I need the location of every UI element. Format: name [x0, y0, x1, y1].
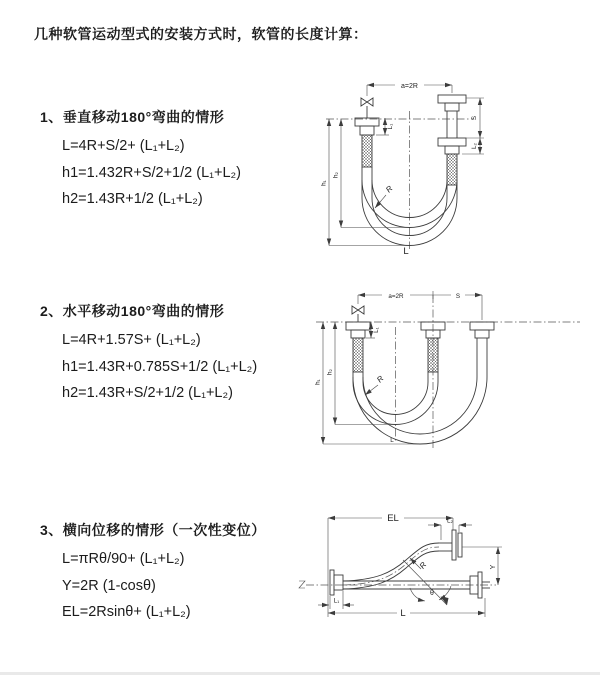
centerline-break-mark [299, 581, 305, 588]
angle-and-radius-construction [403, 558, 451, 605]
radius-leader [365, 374, 386, 395]
dim-label-l: L [400, 608, 406, 619]
dim-label-a2r: a=2R [388, 293, 404, 300]
dim-label-h2: h₂ [332, 172, 340, 178]
dimension-l1 [318, 591, 354, 609]
dim-label-r: R [384, 184, 395, 195]
valve-icon [352, 306, 364, 322]
dim-label-l: L [403, 246, 409, 257]
section-lateral-displacement [40, 520, 266, 626]
page-title: 几种软管运动型式的安装方式时，软管的长度计算： [34, 26, 368, 42]
dim-label-h1: h₁ [320, 180, 328, 186]
formula-line: L=4R+S/2+ (L₁+L₂) [62, 138, 185, 154]
dim-label-r: R [375, 374, 386, 385]
section-heading: 1、垂直移动180°弯曲的情形 [40, 109, 225, 125]
dimension-h1 [315, 322, 419, 444]
dimension-el [328, 511, 453, 617]
section-heading: 3、横向位移的情形（一次性变位） [40, 522, 266, 538]
dim-label-a2r: a=2R [401, 83, 418, 90]
dim-label-l1: L₁ [387, 123, 394, 130]
dim-label-h1: h₁ [314, 379, 322, 385]
section-horizontal-bend [40, 301, 257, 407]
dimension-l [328, 598, 485, 619]
dim-label-s: S [455, 293, 461, 300]
dimension-a2r [358, 291, 482, 321]
dim-label-r: R [417, 560, 429, 571]
formula-line: h2=1.43R+S/2+1/2 (L₁+L₂) [62, 385, 233, 401]
fixed-flange-fitting [346, 322, 370, 382]
dim-label-theta: θ [430, 590, 434, 597]
diagram-lateral-displacement [298, 492, 598, 662]
dim-label-el: EL [387, 513, 399, 524]
dimension-s [466, 98, 484, 138]
hose-u-bend-arcs [353, 377, 487, 444]
formula-line: L=πRθ/90+ (L₁+L₂) [62, 551, 185, 567]
dim-label-l2: L₂ [447, 517, 453, 525]
dim-label-l2: L₂ [471, 143, 478, 149]
section-vertical-bend [40, 107, 241, 213]
dim-label-s: S [471, 115, 478, 121]
dimension-h2 [327, 322, 395, 425]
diagram-horizontal-bend [308, 282, 593, 467]
moving-flange-fitting-pos2 [470, 322, 494, 377]
left-flange-fitting [330, 570, 343, 595]
formula-line: h2=1.43R+1/2 (L₁+L₂) [62, 191, 203, 207]
right-flange-fittings [438, 95, 466, 198]
dim-label-l1: L₁ [333, 597, 340, 605]
formula-line: h1=1.432R+S/2+1/2 (L₁+L₂) [62, 164, 242, 181]
dim-label-l: L [390, 437, 394, 444]
dim-label-h2: h₂ [326, 369, 334, 375]
formula-line: L=4R+1.57S+ (L₁+L₂) [62, 332, 201, 348]
upper-flange-fitting [439, 530, 462, 560]
radius-leader [375, 184, 395, 208]
formula-line: Y=2R (1-cosθ) [62, 577, 156, 594]
centerlines [299, 581, 496, 588]
formula-line: EL=2Rsinθ+ (L₁+L₂) [62, 604, 191, 620]
left-flange-fitting [355, 118, 379, 198]
dimension-l2 [428, 518, 472, 541]
diagram-vertical-bend [312, 78, 590, 257]
section-heading: 2、水平移动180°弯曲的情形 [40, 303, 225, 319]
dimension-a2r [367, 81, 452, 97]
dim-label-l1: L₁ [373, 327, 380, 333]
formula-line: h1=1.43R+0.785S+1/2 (L₁+L₂) [62, 358, 258, 375]
dim-label-y: Y [490, 564, 497, 570]
valve-icon [361, 98, 373, 118]
